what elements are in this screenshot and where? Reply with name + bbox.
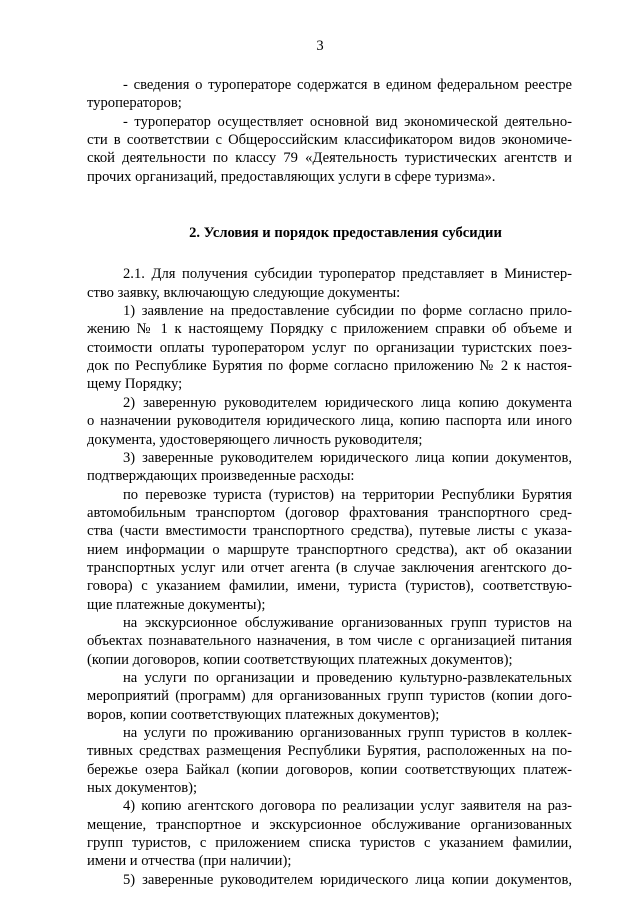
text-line: ской деятельности по классу 79 «Деятельность туристических агентств и bbox=[87, 150, 572, 167]
paragraph bbox=[87, 113, 572, 186]
text-line: 5) заверенные руководителем юридического лица копии документов, bbox=[123, 871, 572, 888]
text-line: о назначении руководителя юридического лица, копию паспорта или иного bbox=[87, 413, 572, 430]
paragraph bbox=[87, 394, 572, 449]
text-line: 3) заверенные руководителем юридического лица копии документов, bbox=[123, 449, 572, 466]
text-line: 2.1. Для получения субсидии туроператор представляет в Министер- bbox=[123, 266, 572, 283]
text-line: бережье озера Байкал (копии договоров, копии соответствующих платеж- bbox=[87, 761, 572, 778]
paragraph bbox=[87, 302, 572, 394]
text-line: док по Республике Бурятия по форме согласно приложению № 2 к настоя- bbox=[87, 358, 572, 375]
paragraph bbox=[87, 486, 572, 614]
text-line: стоимости оплаты туроператором услуг по организации туристских поез- bbox=[87, 339, 572, 356]
text-line: мероприятий (программ) для организованных групп туристов (копии дого- bbox=[87, 688, 572, 705]
text-line: ных документов); bbox=[87, 780, 198, 797]
text-line: 1) заявление на предоставление субсидии по форме согласно прило- bbox=[123, 303, 572, 320]
text-line: щему Порядку; bbox=[87, 376, 183, 393]
text-line: нием информации о маршруте транспортного средства), акт об оказании bbox=[87, 541, 572, 558]
text-line: автомобильным транспортом (договор фрахтования транспортного сред- bbox=[87, 504, 572, 521]
text-line: на услуги по проживанию организованных групп туристов в коллек- bbox=[123, 725, 572, 741]
text-line: ства (части вместимости транспортного средства), путевые листы с указа- bbox=[87, 523, 572, 540]
text-line: мещение, транспортное и экскурсионное обслуживание организованных bbox=[87, 816, 572, 833]
text-line: на экскурсионное обслуживание организованных групп туристов на bbox=[123, 614, 572, 631]
text-line: документа, удостоверяющего личность руководителя; bbox=[87, 431, 423, 448]
paragraph bbox=[87, 871, 572, 889]
text-line: ство заявку, включающую следующие документы: bbox=[87, 284, 401, 301]
text-line: 4) копию агентского договора по реализации услуг заявителя на раз- bbox=[123, 798, 572, 815]
text-line: (копии договоров, копии соответствующих платежных документов); bbox=[87, 651, 513, 668]
text-line: прочих организаций, предоставляющих услуги в сфере туризма». bbox=[87, 168, 496, 185]
paragraph bbox=[87, 797, 572, 870]
text-line: - туроператор осуществляет основной вид экономической деятельно- bbox=[123, 113, 572, 130]
text-line: щие платежные документы); bbox=[87, 596, 266, 613]
paragraph bbox=[87, 724, 572, 797]
text-line: жению № 1 к настоящему Порядку с приложением справки об объеме и bbox=[87, 321, 572, 338]
section-heading: 2. Условия и порядок предоставления субсидии bbox=[189, 225, 502, 242]
text-line: - сведения о туроператоре содержатся в едином федеральном реестре bbox=[123, 77, 572, 93]
intro-paragraphs bbox=[87, 76, 572, 186]
text-line: сти в соответствии с Общероссийским классификатором видов экономиче- bbox=[87, 132, 572, 149]
text-line: групп туристов, с приложением списка туристов с указанием фамилии, bbox=[87, 835, 572, 852]
text-line: объектах познавательного назначения, в том числе с организацией питания bbox=[87, 633, 572, 650]
paragraph bbox=[87, 614, 572, 669]
text-line: по перевозке туриста (туристов) на территории Республики Бурятия bbox=[123, 486, 572, 503]
text-line: туроператоров; bbox=[87, 95, 182, 112]
text-line: подтверждающих произведенные расходы: bbox=[87, 468, 355, 485]
paragraph bbox=[87, 76, 572, 113]
section-paragraphs bbox=[87, 265, 572, 889]
paragraph bbox=[87, 449, 572, 486]
paragraph bbox=[87, 669, 572, 724]
text-line: транспортных услуг или отчет агента (в случае заключения агентского до- bbox=[87, 559, 572, 576]
text-line: имени и отчества (при наличии); bbox=[87, 853, 292, 870]
text-line: тивных средствах размещения Республики Бурятия, расположенных на по- bbox=[87, 743, 572, 760]
text-line: 2) заверенную руководителем юридического лица копию документа bbox=[123, 394, 572, 411]
paragraph bbox=[87, 265, 572, 302]
text-line: говора) с указанием фамилии, имени, туриста (туристов), соответствую- bbox=[87, 578, 572, 595]
text-line: воров, копии соответствующих платежных документов); bbox=[87, 706, 440, 723]
text-line: на услуги по организации и проведению культурно-развлекательных bbox=[123, 669, 572, 686]
page-number: 3 bbox=[316, 38, 324, 54]
document-body bbox=[87, 76, 572, 889]
